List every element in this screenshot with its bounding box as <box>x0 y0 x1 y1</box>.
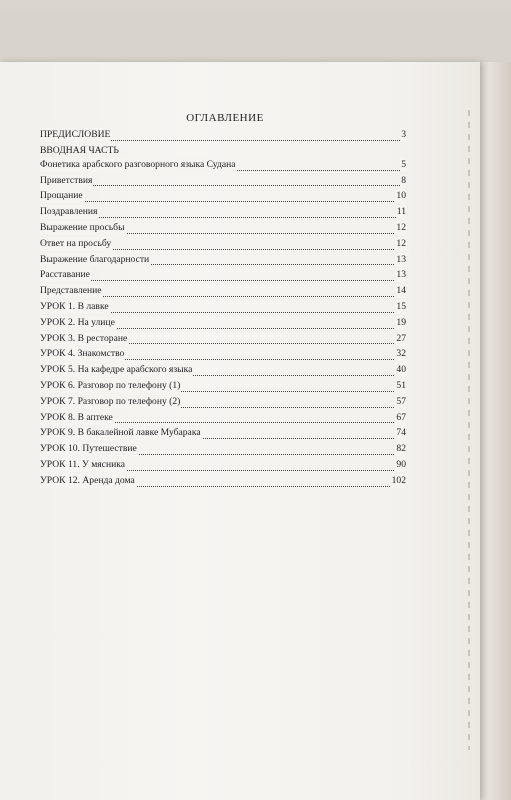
toc-entry-page: 13 <box>396 253 406 265</box>
toc-entry-label: Представление <box>40 285 102 297</box>
toc-entry <box>40 474 406 490</box>
toc-entry-label: УРОК 12. Аренда дома <box>40 474 135 486</box>
toc-title: ОГЛАВЛЕНИЕ <box>186 112 264 124</box>
toc-entry-label: Выражение благодарности <box>40 253 150 265</box>
toc-entry <box>40 174 406 190</box>
toc-entry-page: 19 <box>396 316 406 328</box>
toc-entry-page: 67 <box>396 411 406 423</box>
toc-entry-label: УРОК 10. Путешествие <box>40 443 137 455</box>
toc-entry-page: 10 <box>396 190 406 202</box>
toc-entry-page: 90 <box>396 458 406 470</box>
toc-entry-page: 15 <box>396 300 406 312</box>
toc-entry <box>40 237 406 253</box>
toc-entry-page: 5 <box>401 158 406 170</box>
toc-entry <box>40 411 406 427</box>
toc-entry-label: УРОК 1. В лавке <box>40 300 109 312</box>
toc-entry-label: УРОК 5. На кафедре арабского языка <box>40 364 193 376</box>
toc-entry <box>40 128 406 144</box>
toc-entry <box>40 458 406 474</box>
toc-entry <box>40 316 406 332</box>
toc-entry-label: Поздравления <box>40 206 98 218</box>
toc-entry <box>40 442 406 458</box>
toc-entry <box>40 347 406 363</box>
toc-entry <box>40 268 406 284</box>
toc-entry <box>40 158 406 174</box>
toc-entry-label: УРОК 6. Разговор по телефону (1) <box>40 379 181 391</box>
toc-entry-label: УРОК 2. На улице <box>40 316 115 328</box>
toc-entry <box>40 379 406 395</box>
toc-entry-page: 32 <box>396 348 406 360</box>
toc-entry-page: 13 <box>396 269 406 281</box>
toc-entry-page: 12 <box>396 237 406 249</box>
toc-entry-label: ПРЕДИСЛОВИЕ <box>40 129 111 140</box>
toc-entry <box>40 300 406 316</box>
toc-entry-page: 51 <box>396 379 406 391</box>
toc-entry <box>40 205 406 221</box>
toc-entry-page: 82 <box>396 443 406 455</box>
toc-entry-label: УРОК 9. В бакалейной лавке Мубарака <box>40 427 201 439</box>
toc-entry-page: 14 <box>396 285 406 297</box>
page-stack-edge <box>480 62 511 800</box>
toc-entry-label: УРОК 8. В аптеке <box>40 411 113 423</box>
toc-entry <box>40 363 406 379</box>
toc-entry-page: 11 <box>396 206 406 218</box>
binding-perforation <box>468 110 470 750</box>
toc-entry-page: 74 <box>396 427 406 439</box>
toc-entry <box>40 332 406 348</box>
toc-entry <box>40 284 406 300</box>
toc-entry-page: 27 <box>396 332 406 344</box>
toc-entry-page: 40 <box>396 364 406 376</box>
toc-entry-label: УРОК 11. У мясника <box>40 458 125 470</box>
toc-entry <box>40 189 406 205</box>
toc-leader-dots <box>40 185 406 186</box>
toc-entry-label: Выражение просьбы <box>40 221 125 233</box>
toc-entry-page: 8 <box>401 174 406 186</box>
toc-entry-label: Расставание <box>40 269 90 281</box>
toc-entry-label: Прощание <box>40 190 83 202</box>
toc-entry-page: 57 <box>396 395 406 407</box>
toc-list <box>40 128 406 490</box>
toc-entry-page: 102 <box>391 474 406 486</box>
toc-entry-label: УРОК 3. В ресторане <box>40 332 128 344</box>
toc-entry-label: Приветствия <box>40 174 93 186</box>
toc-entry-page: 3 <box>401 129 406 140</box>
toc-entry-label: УРОК 4. Знакомство <box>40 348 125 360</box>
toc-entry <box>40 426 406 442</box>
toc-leader-dots <box>40 201 406 202</box>
toc-leader-dots <box>40 280 406 281</box>
toc-entry <box>40 395 406 411</box>
toc-entry <box>40 221 406 237</box>
toc-entry-label: УРОК 7. Разговор по телефону (2) <box>40 395 181 407</box>
toc-entry-label: Фонетика арабского разговорного языка Судана <box>40 158 236 170</box>
toc-entry-label: Ответ на просьбу <box>40 237 112 249</box>
toc-entry <box>40 253 406 269</box>
toc-entry <box>40 144 406 158</box>
toc-entry-label: ВВОДНАЯ ЧАСТЬ <box>40 144 119 156</box>
toc-entry-page: 12 <box>396 221 406 233</box>
